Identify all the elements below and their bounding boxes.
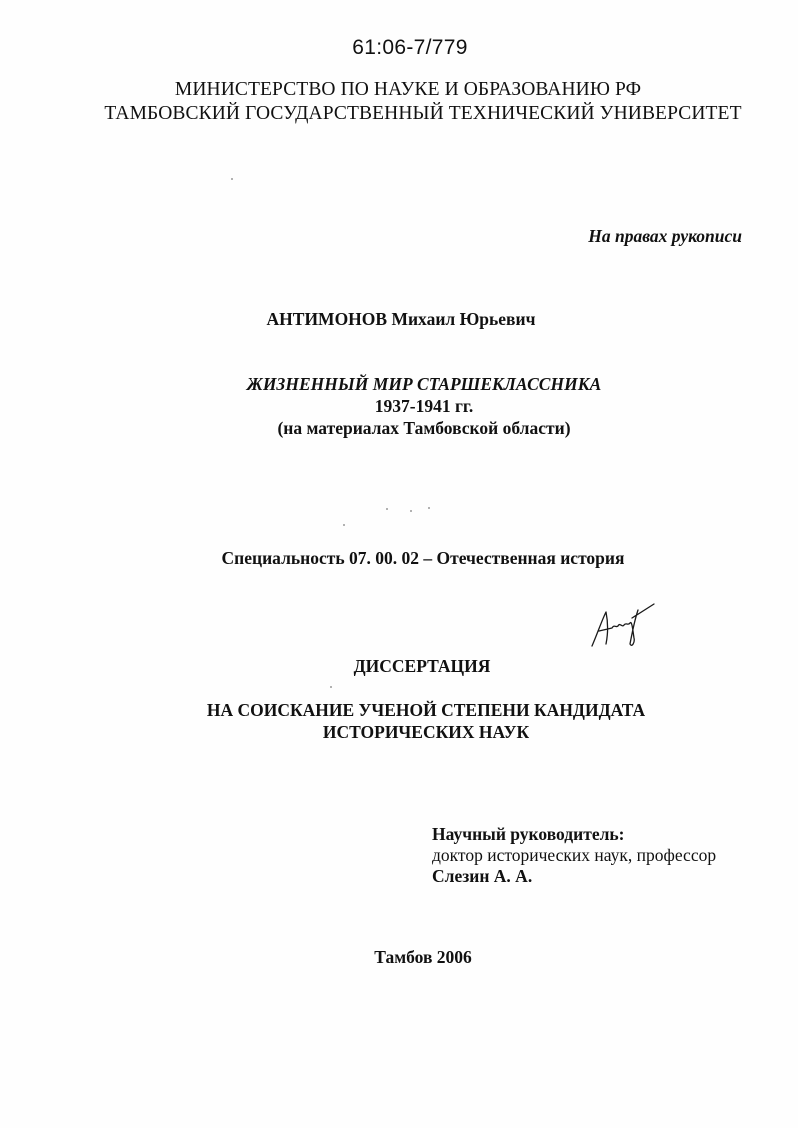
- author-surname: АНТИМОНОВ: [266, 309, 388, 329]
- supervisor-name: Слезин А. А.: [432, 866, 533, 886]
- thesis-title-years: 1937-1941 гг.: [374, 396, 474, 416]
- scan-speck: [330, 686, 332, 688]
- scan-speck: [410, 510, 412, 512]
- ministry-name: МИНИСТЕРСТВО ПО НАУКЕ И ОБРАЗОВАНИЮ РФ: [174, 79, 642, 100]
- degree-line-2: ИСТОРИЧЕСКИХ НАУК: [322, 722, 530, 742]
- supervisor-label: Научный руководитель:: [432, 824, 625, 844]
- specialty-line: Специальность 07. 00. 02 – Отечественная история: [221, 548, 625, 568]
- signature-icon: [588, 598, 658, 654]
- scan-speck: [343, 524, 345, 526]
- catalog-number: 61:06-7/779: [352, 36, 468, 59]
- city-year: Тамбов 2006: [374, 947, 472, 967]
- degree-line-1: НА СОИСКАНИЕ УЧЕНОЙ СТЕПЕНИ КАНДИДАТА: [206, 700, 646, 720]
- scan-speck: [428, 507, 430, 509]
- thesis-title-subtitle: (на материалах Тамбовской области): [277, 418, 571, 438]
- manuscript-rights-note: На правах рукописи: [588, 226, 742, 246]
- scan-speck: [231, 178, 233, 180]
- dissertation-label: ДИССЕРТАЦИЯ: [353, 656, 491, 676]
- supervisor-block: [432, 824, 716, 887]
- author-given-names: Михаил Юрьевич: [391, 309, 536, 329]
- supervisor-title: доктор исторических наук, профессор: [432, 845, 717, 865]
- thesis-title-main: ЖИЗНЕННЫЙ МИР СТАРШЕКЛАССНИКА: [246, 374, 602, 394]
- scan-speck: [386, 508, 388, 510]
- author-name: [0, 309, 798, 330]
- university-name: ТАМБОВСКИЙ ГОСУДАРСТВЕННЫЙ ТЕХНИЧЕСКИЙ УНИВЕРСИТЕТ: [104, 103, 742, 124]
